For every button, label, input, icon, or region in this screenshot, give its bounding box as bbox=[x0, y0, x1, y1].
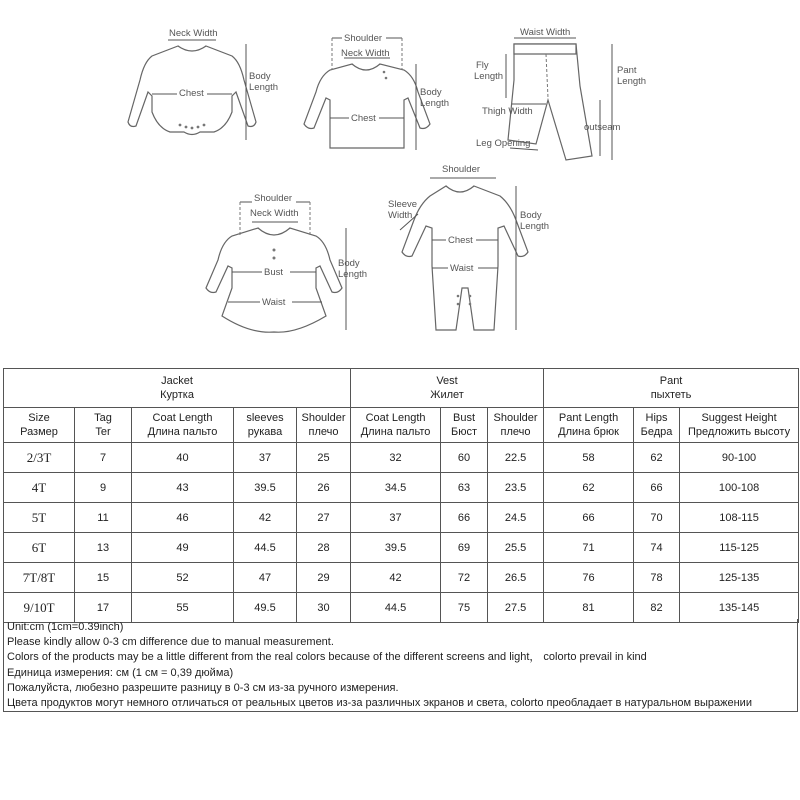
column-header-ru: Размер bbox=[20, 426, 58, 438]
table-cell: 49.5 bbox=[234, 593, 297, 623]
size-rows bbox=[4, 443, 799, 623]
pants-fly-label: Fly bbox=[476, 60, 489, 71]
dress-waist-label: Waist bbox=[262, 297, 286, 308]
table-cell: 81 bbox=[544, 593, 634, 623]
pants-waist-width-label: Waist Width bbox=[520, 27, 571, 38]
column-header bbox=[634, 408, 680, 443]
table-cell: 47 bbox=[234, 563, 297, 593]
table-cell: 22.5 bbox=[488, 443, 544, 473]
group-header-row bbox=[4, 369, 799, 408]
column-header bbox=[75, 408, 132, 443]
column-header-ru: Бедра bbox=[640, 426, 673, 438]
dress-diagram bbox=[206, 193, 367, 332]
column-header bbox=[680, 408, 799, 443]
romper-chest-label: Chest bbox=[448, 235, 473, 246]
table-cell: 44.5 bbox=[234, 533, 297, 563]
table-cell: 29 bbox=[297, 563, 351, 593]
pants-pant-label: Pant bbox=[617, 65, 637, 76]
table-cell: 100-108 bbox=[680, 473, 799, 503]
column-header-en: Shoulder bbox=[493, 412, 538, 424]
romper-waist-label: Waist bbox=[450, 263, 474, 274]
table-cell: 69 bbox=[441, 533, 488, 563]
pants-diagram bbox=[474, 27, 646, 160]
table-cell: 25 bbox=[297, 443, 351, 473]
column-header-ru: плечо bbox=[500, 426, 531, 438]
table-cell: 66 bbox=[634, 473, 680, 503]
dress-neck-width-label: Neck Width bbox=[250, 208, 299, 219]
romper-length-label: Length bbox=[520, 221, 550, 232]
column-header-ru: Длина пальто bbox=[147, 426, 218, 438]
tshirt-body-label: Body bbox=[420, 87, 442, 98]
table-cell: 23.5 bbox=[488, 473, 544, 503]
table-cell: 37 bbox=[351, 503, 441, 533]
table-cell: 72 bbox=[441, 563, 488, 593]
romper-sleeve-label: Sleeve bbox=[388, 199, 418, 210]
table-cell: 27 bbox=[297, 503, 351, 533]
table-cell: 135-145 bbox=[680, 593, 799, 623]
tshirt-neck-width-label: Neck Width bbox=[341, 48, 390, 59]
table-cell: 27.5 bbox=[488, 593, 544, 623]
bodysuit-length-label: Length bbox=[249, 82, 279, 93]
dress-outline bbox=[206, 228, 342, 332]
pants-leg-opening-label: Leg Opening bbox=[476, 138, 531, 149]
table-cell: 70 bbox=[634, 503, 680, 533]
table-cell: 42 bbox=[351, 563, 441, 593]
table-cell: 40 bbox=[132, 443, 234, 473]
group-vest-ru: Жилет bbox=[430, 389, 464, 401]
size-cell: 4T bbox=[4, 473, 75, 503]
column-header-ru: рукава bbox=[247, 426, 283, 438]
tshirt-chest-label: Chest bbox=[351, 113, 376, 124]
column-header-en: Coat Length bbox=[365, 412, 426, 424]
column-header-en: Shoulder bbox=[301, 412, 346, 424]
column-header-ru: Длина брюк bbox=[558, 426, 619, 438]
column-header bbox=[234, 408, 297, 443]
table-row bbox=[4, 593, 799, 623]
table-cell: 30 bbox=[297, 593, 351, 623]
group-pant-en: Pant bbox=[659, 375, 683, 387]
size-cell: 6T bbox=[4, 533, 75, 563]
table-cell: 42 bbox=[234, 503, 297, 533]
table-cell: 13 bbox=[75, 533, 132, 563]
group-vest-en: Vest bbox=[436, 375, 458, 387]
dress-body-label: Body bbox=[338, 258, 360, 269]
notes-box bbox=[3, 619, 798, 712]
table-cell: 26 bbox=[297, 473, 351, 503]
table-cell: 66 bbox=[544, 503, 634, 533]
note-colors-ru: Цвета продуктов могут немного отличаться от реальных цветов из-за различных экранов и света, colorto преобладает в натуральном выражении bbox=[7, 696, 752, 709]
bodysuit-neck-width-label: Neck Width bbox=[169, 28, 218, 39]
table-cell: 26.5 bbox=[488, 563, 544, 593]
group-pant-ru: пыхтеть bbox=[650, 389, 692, 401]
size-cell: 9/10T bbox=[4, 593, 75, 623]
bodysuit-body-label: Body bbox=[249, 71, 271, 82]
column-header bbox=[297, 408, 351, 443]
group-jacket-en: Jacket bbox=[161, 375, 193, 387]
column-header bbox=[544, 408, 634, 443]
table-cell: 58 bbox=[544, 443, 634, 473]
table-row bbox=[4, 473, 799, 503]
size-cell: 7T/8T bbox=[4, 563, 75, 593]
table-row bbox=[4, 503, 799, 533]
table-cell: 39.5 bbox=[351, 533, 441, 563]
romper-sleeve-width-label: Width bbox=[388, 210, 413, 221]
tshirt-diagram bbox=[304, 31, 449, 150]
table-cell: 44.5 bbox=[351, 593, 441, 623]
table-cell: 66 bbox=[441, 503, 488, 533]
note-difference-ru: Пожалуйста, любезно разрешите разницу в 0-3 см из-за ручного измерения. bbox=[7, 681, 399, 694]
tshirt-shoulder-label: Shoulder bbox=[344, 33, 383, 44]
column-header-en: Pant Length bbox=[558, 412, 619, 424]
column-header-ru: Предложить высоту bbox=[688, 426, 791, 438]
table-cell: 39.5 bbox=[234, 473, 297, 503]
column-header-ru: Ter bbox=[95, 426, 111, 438]
pants-waistband bbox=[514, 44, 576, 54]
column-header-en: Size bbox=[28, 412, 50, 424]
note-difference: Please kindly allow 0-3 cm difference due to manual measurement. bbox=[7, 636, 334, 649]
column-header-en: Hips bbox=[645, 412, 668, 424]
table-row bbox=[4, 563, 799, 593]
table-cell: 17 bbox=[75, 593, 132, 623]
column-header bbox=[488, 408, 544, 443]
note-colors: Colors of the products may be a little different from the real colors because of the different screens and light， colorto prevail in kind bbox=[7, 651, 647, 664]
column-header-en: Suggest Height bbox=[701, 412, 777, 424]
bodysuit-chest-label: Chest bbox=[179, 88, 204, 99]
dress-bust-label: Bust bbox=[264, 267, 284, 278]
table-cell: 46 bbox=[132, 503, 234, 533]
column-header-en: Bust bbox=[453, 412, 476, 424]
table-cell: 115-125 bbox=[680, 533, 799, 563]
size-cell: 2/3T bbox=[4, 443, 75, 473]
column-header-en: sleeves bbox=[246, 412, 284, 424]
table-row bbox=[4, 443, 799, 473]
note-unit-ru: Единица измерения: см (1 см = 0,39 дюйма) bbox=[7, 666, 234, 679]
table-cell: 108-115 bbox=[680, 503, 799, 533]
column-header-ru: Длина пальто bbox=[360, 426, 431, 438]
column-header-en: Tag bbox=[94, 412, 112, 424]
bodysuit-diagram bbox=[128, 28, 278, 140]
table-cell: 62 bbox=[634, 443, 680, 473]
table-cell: 74 bbox=[634, 533, 680, 563]
table-cell: 28 bbox=[297, 533, 351, 563]
tshirt-outline bbox=[304, 64, 430, 148]
table-cell: 25.5 bbox=[488, 533, 544, 563]
table-row bbox=[4, 533, 799, 563]
table-cell: 125-135 bbox=[680, 563, 799, 593]
table-cell: 37 bbox=[234, 443, 297, 473]
table-cell: 63 bbox=[441, 473, 488, 503]
romper-outline bbox=[402, 186, 528, 330]
size-cell: 5T bbox=[4, 503, 75, 533]
measurement-diagrams bbox=[0, 0, 800, 360]
column-header-ru: плечо bbox=[308, 426, 339, 438]
table-cell: 62 bbox=[544, 473, 634, 503]
column-header bbox=[132, 408, 234, 443]
column-header bbox=[4, 408, 75, 443]
table-cell: 60 bbox=[441, 443, 488, 473]
column-header-en: Coat Length bbox=[152, 412, 213, 424]
column-header bbox=[351, 408, 441, 443]
table-cell: 24.5 bbox=[488, 503, 544, 533]
table-cell: 49 bbox=[132, 533, 234, 563]
romper-shoulder-label: Shoulder bbox=[442, 164, 481, 175]
pants-pant-length-label: Length bbox=[617, 76, 647, 87]
table-cell: 75 bbox=[441, 593, 488, 623]
column-header-ru: Бюст bbox=[451, 426, 478, 438]
romper-diagram bbox=[388, 164, 549, 330]
table-cell: 7 bbox=[75, 443, 132, 473]
group-pant bbox=[544, 369, 799, 408]
table-cell: 71 bbox=[544, 533, 634, 563]
table-cell: 90-100 bbox=[680, 443, 799, 473]
column-header bbox=[441, 408, 488, 443]
table-cell: 43 bbox=[132, 473, 234, 503]
group-jacket-ru: Куртка bbox=[160, 389, 194, 401]
pants-outseam-label: outseam bbox=[584, 122, 621, 133]
table-cell: 55 bbox=[132, 593, 234, 623]
group-vest bbox=[351, 369, 544, 408]
table-cell: 32 bbox=[351, 443, 441, 473]
pants-thigh-width-label: Thigh Width bbox=[482, 106, 533, 117]
column-header-row bbox=[4, 408, 799, 443]
table-cell: 78 bbox=[634, 563, 680, 593]
tshirt-length-label: Length bbox=[420, 98, 450, 109]
size-chart-table bbox=[3, 368, 799, 623]
group-jacket bbox=[4, 369, 351, 408]
table-cell: 34.5 bbox=[351, 473, 441, 503]
table-cell: 76 bbox=[544, 563, 634, 593]
pants-fly-length-label: Length bbox=[474, 71, 504, 82]
table-cell: 9 bbox=[75, 473, 132, 503]
table-cell: 82 bbox=[634, 593, 680, 623]
table-cell: 52 bbox=[132, 563, 234, 593]
romper-body-label: Body bbox=[520, 210, 542, 221]
dress-shoulder-label: Shoulder bbox=[254, 193, 293, 204]
note-unit: Unit:cm (1cm=0.39inch) bbox=[7, 621, 124, 633]
table-cell: 15 bbox=[75, 563, 132, 593]
table-cell: 11 bbox=[75, 503, 132, 533]
dress-length-label: Length bbox=[338, 269, 368, 280]
